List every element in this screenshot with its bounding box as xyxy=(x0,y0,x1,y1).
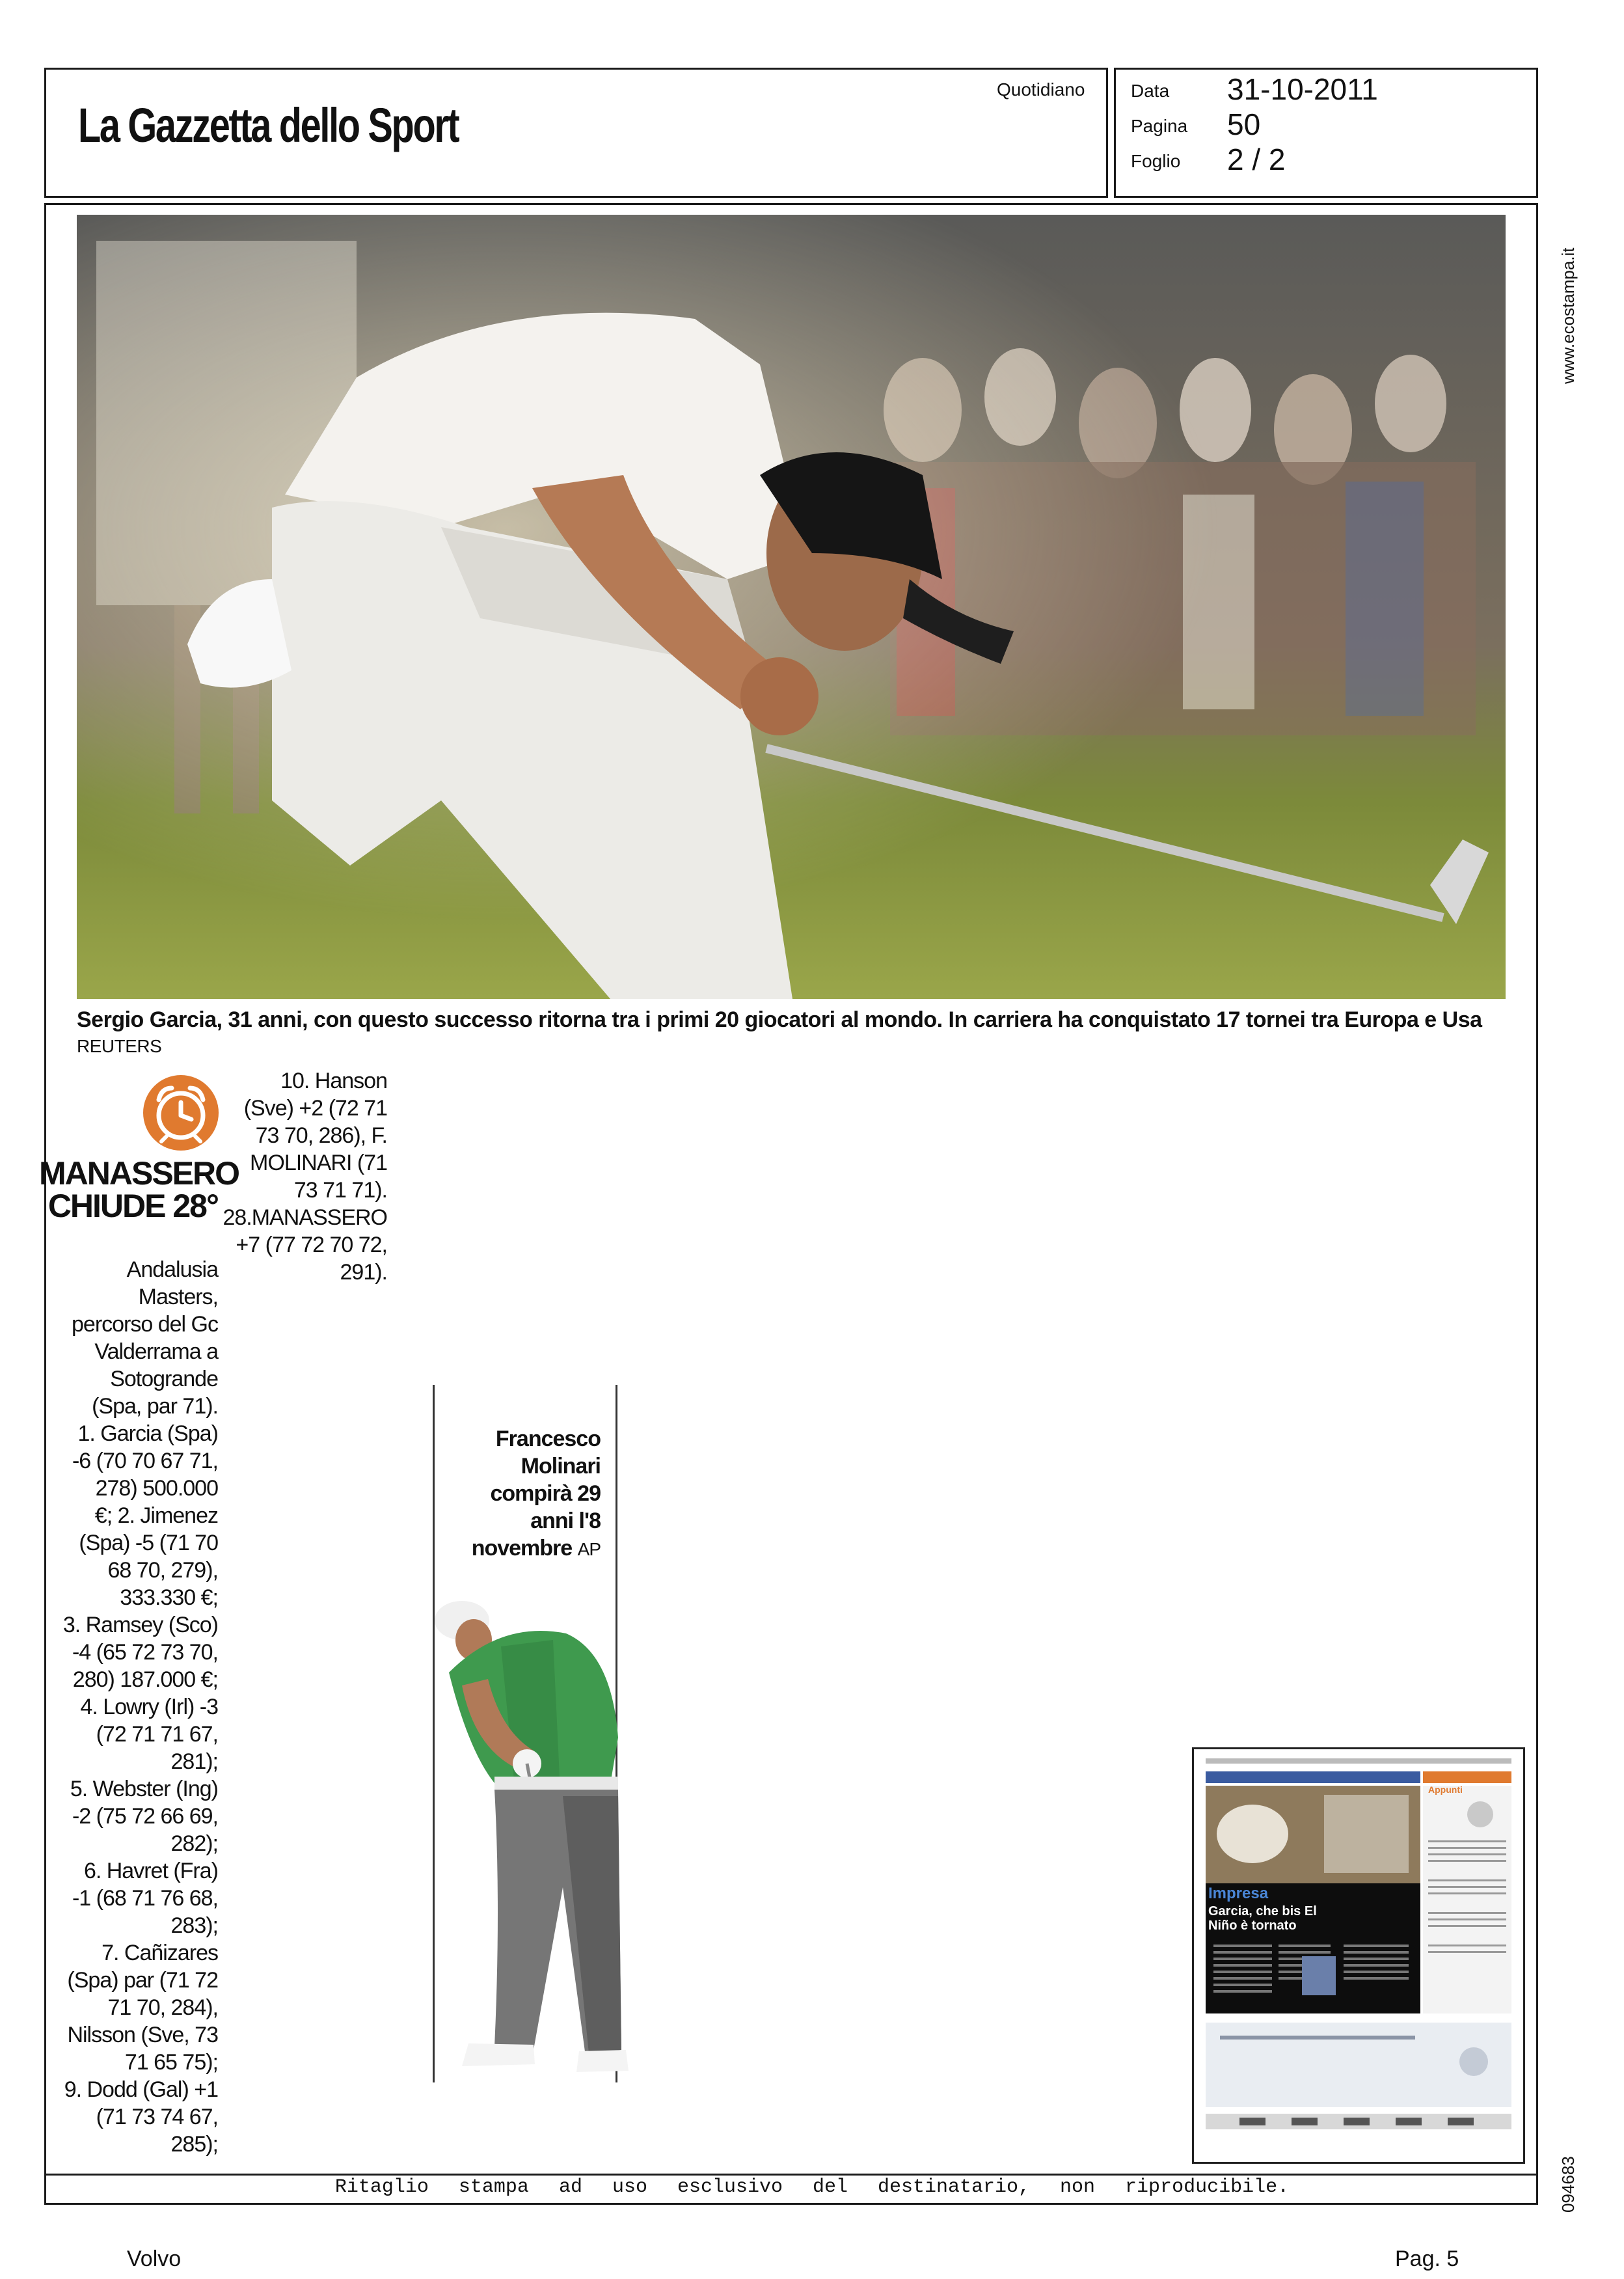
meta-label-data: Data xyxy=(1131,81,1170,101)
clipping-disclaimer: Ritaglio stampa ad uso esclusivo del destinatario, non riproducibile. xyxy=(334,2176,1290,2198)
molinari-cutout-photo xyxy=(423,1581,631,2082)
results-column-1: Andalusia Masters, percorso del Gc Valderrama a Sotogrande (Spa, par 71). 1. Garcia (Spa) -6 (70 70 67 71, 278) 500.000 €; 2. Jimenez (Spa) -5 (71 70 68 70, 279), 333.330 €; 3. Ramsey (Sco) -4 (65 72 73 70, 280) 187.000 €; 4. Lowry (Irl) -3 (72 71 71 67, 281); 5. Webster (Ing) -2 (75 72 66 69, 282); 6. Havret (Fra) -1 (68 71 76 68, 283); 7. Cañizares (Spa) par (71 72 71 70, 284), Nilsson (Sve, 73 71 65 75); 9. Dodd (Gal) +1 (71 73 74 67, 285); xyxy=(62,1257,218,2157)
meta-value-data: 31-10-2011 xyxy=(1227,72,1378,106)
alarm-clock-icon xyxy=(142,1074,220,1152)
footer-page: Pag. 5 xyxy=(1395,2246,1459,2271)
garcia-photo xyxy=(77,215,1506,999)
footer-client: Volvo xyxy=(127,2246,182,2271)
results-title-line2: CHIUDE 28° xyxy=(47,1188,218,1224)
clipping-code: 094683 xyxy=(1558,2156,1578,2213)
meta-value-pagina: 50 xyxy=(1227,107,1261,141)
thumb-headline-tag: Impresa xyxy=(1208,1885,1269,1902)
photo-credit: REUTERS xyxy=(77,1036,162,1056)
golfer-celebration-illustration xyxy=(77,215,1506,999)
thumb-sidebar-tag: Appunti xyxy=(1428,1784,1463,1795)
publication-type: Quotidiano xyxy=(997,79,1085,100)
source-url: www.ecostampa.it xyxy=(1558,247,1578,384)
photo-caption xyxy=(77,1007,1506,1058)
results-title xyxy=(39,1155,239,1224)
results-title-line1: MANASSERO xyxy=(39,1155,239,1192)
photo-caption-text: Sergio Garcia, 31 anni, con questo successo ritorna tra i primi 20 giocatori al mondo. In carriera ha conquistato 17 tornei tra Europa e Usa xyxy=(77,1007,1482,1032)
molinari-caption xyxy=(442,1425,601,1563)
meta-label-foglio: Foglio xyxy=(1131,151,1181,171)
page-thumbnail xyxy=(1192,1747,1525,2164)
footer-rule xyxy=(44,2174,1538,2176)
results-column-2: 10. Hanson (Sve) +2 (72 71 73 70, 286), F. MOLINARI (71 73 71 71). 28.MANASSERO +7 (77 72 70 72, 291). xyxy=(223,1069,387,1285)
molinari-caption-text: Francesco Molinari compirà 29 anni l'8 novembre xyxy=(471,1426,601,1561)
thumb-headline: Garcia, che bis El Niño è tornato xyxy=(1208,1904,1317,1933)
meta-value-foglio: 2 / 2 xyxy=(1227,143,1286,176)
newspaper-logo: La Gazzetta dello Sport xyxy=(78,98,459,152)
meta-label-pagina: Pagina xyxy=(1131,116,1188,136)
molinari-photo-credit: AP xyxy=(577,1539,601,1559)
